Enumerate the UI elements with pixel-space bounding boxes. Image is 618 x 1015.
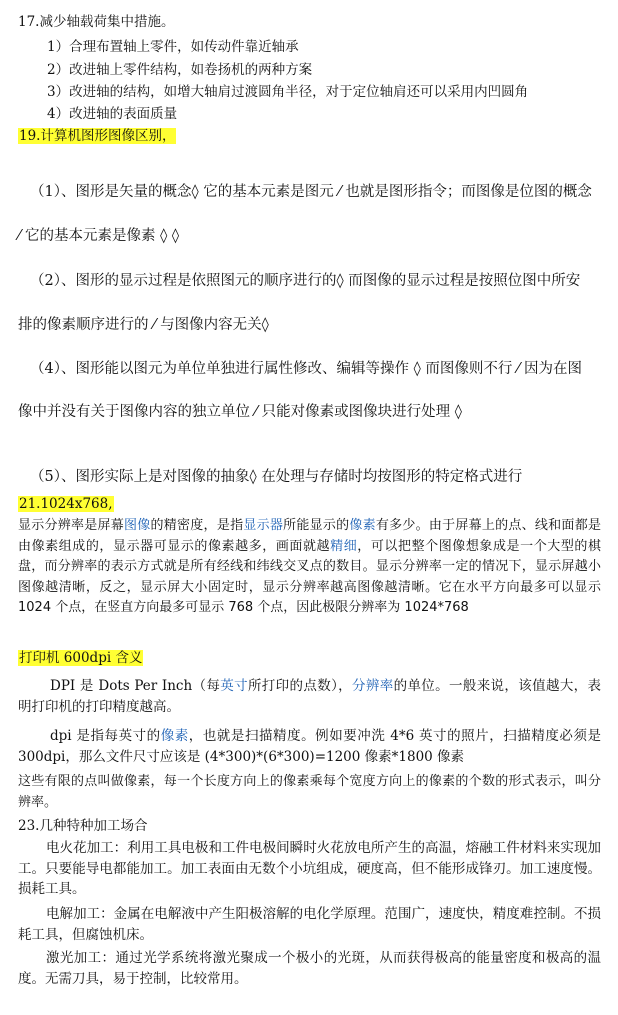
printer-p1-text-3: 的单位。一般来说，该值越大，表明打印机的打印精度越高。	[18, 678, 602, 715]
q23-edm: 电火花加工：利用工具电极和工件电极间瞬时火花放电所产生的高温，熔融工件材料来实现加工。只要能导电都能加工。加工表面由无数个小坑组成，硬度高，但不能形成锋刃。加工速度慢。损耗工具。	[18, 840, 601, 897]
q19-point-3-line-1: （4）、图形能以图元为单位单独进行属性修改、编辑等操作 ◊ 而图像则不行 ⁄ 因为在图	[30, 361, 582, 377]
q19-point-1-line-2: ⁄ 它的基本元素是像素 ◊ ◊	[18, 228, 180, 244]
q21-text-1: 显示分辨率是屏幕	[18, 518, 125, 533]
q19-title	[18, 126, 176, 146]
q21-title-text: 21.1024x768,	[19, 496, 113, 512]
q21-text-2: 的精密度，是指	[150, 518, 244, 533]
printer-p1-text-2: 所打印的点数），	[247, 678, 353, 694]
q17-title: 17.减少轴载荷集中措施。	[18, 14, 175, 30]
q17-item-1: 1）合理布置轴上零件，如传动件靠近轴承	[47, 39, 299, 55]
q19-title-text: 19.计算机图形图像区别，	[19, 128, 176, 144]
link-resolution[interactable]: 分辨率	[352, 678, 394, 694]
q17-item-2: 2）改进轴上零件结构，如卷扬机的两种方案	[47, 62, 313, 78]
q21-paragraph	[18, 516, 601, 619]
q23-title: 23.几种特种加工场合	[18, 818, 148, 834]
q19-point-1-line-1: （1）、图形是矢量的概念◊ 它的基本元素是图元 ⁄ 也就是图形指令；而图像是位图的概念	[30, 184, 592, 200]
q19-point-3-line-2: 像中并没有关于图像内容的独立单位 ⁄ 只能对像素或图像块进行处理 ◊	[18, 404, 462, 420]
printer-p1-text-1: DPI 是 Dots Per Inch（每	[50, 678, 221, 694]
q21-text-4: 有多少。由于屏幕上的点、线和面都是由像素组成的，显示器可显示的像素越多，画面就越	[18, 518, 601, 554]
q23-ecm: 电解加工：金属在电解液中产生阳极溶解的电化学原理。范围广，速度快，精度难控制。不损耗工具，但腐蚀机床。	[18, 906, 601, 943]
q21-title	[18, 494, 114, 514]
link-pixel-2[interactable]: 像素	[160, 728, 189, 744]
q17-item-3: 3）改进轴的结构，如增大轴肩过渡圆角半径，对于定位轴肩还可以采用内凹圆角	[47, 84, 529, 100]
q23-laser: 激光加工：通过光学系统将激光聚成一个极小的光斑，从而获得极高的能量密度和极高的温度。无需刀具，易于控制，比较常用。	[18, 950, 601, 987]
q19-point-2-line-2: 排的像素顺序进行的 ⁄ 与图像内容无关◊	[18, 317, 269, 333]
q19-point-4: （5）、图形实际上是对图像的抽象◊ 在处理与存储时均按图形的特定格式进行	[30, 469, 523, 485]
q21-text-3: 所能显示的	[283, 518, 350, 533]
q17-item-4: 4）改进轴的表面质量	[47, 106, 178, 122]
link-fine[interactable]: 精细	[330, 538, 358, 554]
printer-paragraph-2	[18, 726, 601, 767]
q21-text-5: ，可以把整个图像想象成是一个大型的棋盘，而分辨率的表示方式就是所有经线和纬线交叉点的数目。显示分辨率一定的情况下，显示屏越小图像越清晰，反之，显示屏大小固定时，显示分辨率越高图像越清晰。它在水平方向最多可以显示 1024 个点，在竖直方向最多可显示 768 个点，因此极限分辨率为 1024*768	[18, 538, 601, 615]
printer-title	[18, 648, 143, 668]
link-monitor[interactable]: 显示器	[243, 518, 284, 533]
printer-p2-text-1: dpi 是指每英寸的	[50, 728, 161, 744]
printer-p2-text-2: ，也就是扫描精度。例如要冲洗 4*6 英寸的照片，扫描精度必须是 300dpi，那么文件尺寸应该是 (4*300)*(6*300)=1200 像素*1800 像素	[18, 728, 602, 765]
printer-title-text: 打印机 600dpi 含义	[19, 650, 143, 666]
link-inch[interactable]: 英寸	[220, 678, 248, 694]
printer-paragraph-3: 这些有限的点叫做像素，每一个长度方向上的像素乘每个宽度方向上的像素的个数的形式表示，叫分辨率。	[18, 774, 601, 810]
link-pixel[interactable]: 像素	[349, 518, 376, 533]
link-image[interactable]: 图像	[124, 518, 151, 533]
q19-point-2-line-1: （2）、图形的显示过程是依照图元的顺序进行的◊ 而图像的显示过程是按照位图中所安	[30, 273, 581, 289]
printer-paragraph-1	[18, 676, 601, 717]
